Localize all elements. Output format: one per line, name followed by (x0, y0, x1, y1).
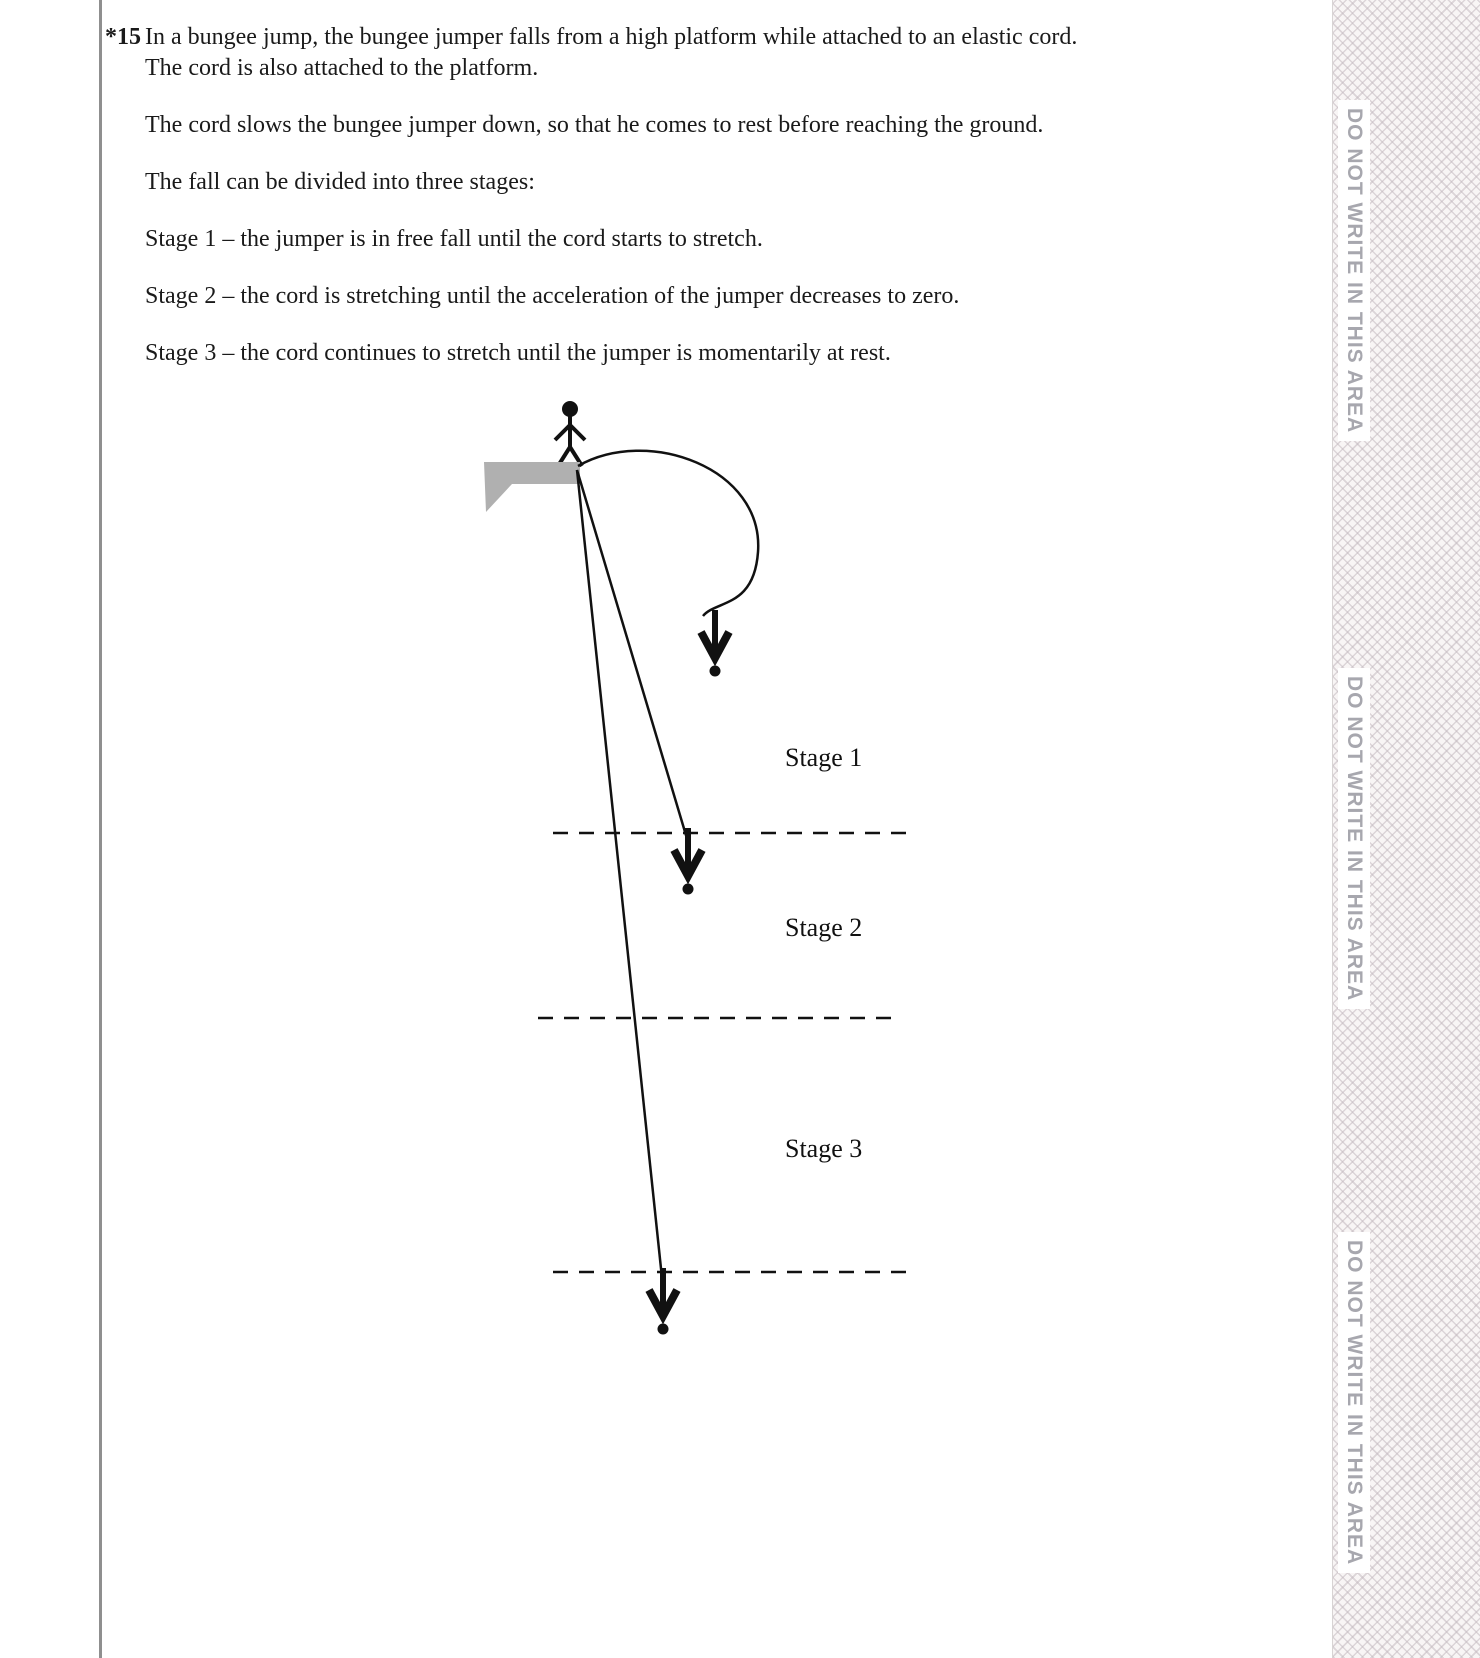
do-not-write-margin (1332, 0, 1480, 1658)
cord-line-stage2 (577, 470, 688, 842)
cord-line-stage3 (577, 470, 662, 1278)
question-number: *15 (105, 24, 141, 50)
question-first-row (105, 22, 1305, 110)
question-paragraph-intro: In a bungee jump, the bungee jumper falls from a high platform while attached to an elastic cord. The cord is also attached to the platform. (145, 24, 1078, 81)
do-not-write-text-3: DO NOT WRITE IN THIS AREA (1338, 1232, 1370, 1573)
question-block (105, 22, 1305, 395)
standing-jumper-figure (555, 401, 585, 466)
question-paragraph-stages-intro: The fall can be divided into three stages: (145, 169, 535, 195)
falling-jumper-stage2 (674, 828, 702, 895)
stage-3-label: Stage 3 (785, 1134, 863, 1163)
falling-jumper-stage1 (701, 610, 729, 677)
platform (484, 462, 580, 512)
stage-2-description: Stage 2 – the cord is stretching until the acceleration of the jumper decreases to zero. (145, 283, 960, 309)
falling-jumper-stage3 (649, 1268, 677, 1335)
cord-curve-stage1 (578, 451, 758, 616)
stage-3-description: Stage 3 – the cord continues to stretch until the jumper is momentarily at rest. (145, 340, 891, 366)
stage-1-description: Stage 1 – the jumper is in free fall until the cord starts to stretch. (145, 226, 763, 252)
do-not-write-text-2: DO NOT WRITE IN THIS AREA (1338, 668, 1370, 1009)
stage-1-label: Stage 1 (785, 743, 863, 772)
left-margin-rule (99, 0, 102, 1658)
question-paragraph-cord: The cord slows the bungee jumper down, so that he comes to rest before reaching the ground. (145, 112, 1044, 138)
do-not-write-text-1: DO NOT WRITE IN THIS AREA (1338, 100, 1370, 441)
stage-2-label: Stage 2 (785, 913, 863, 942)
